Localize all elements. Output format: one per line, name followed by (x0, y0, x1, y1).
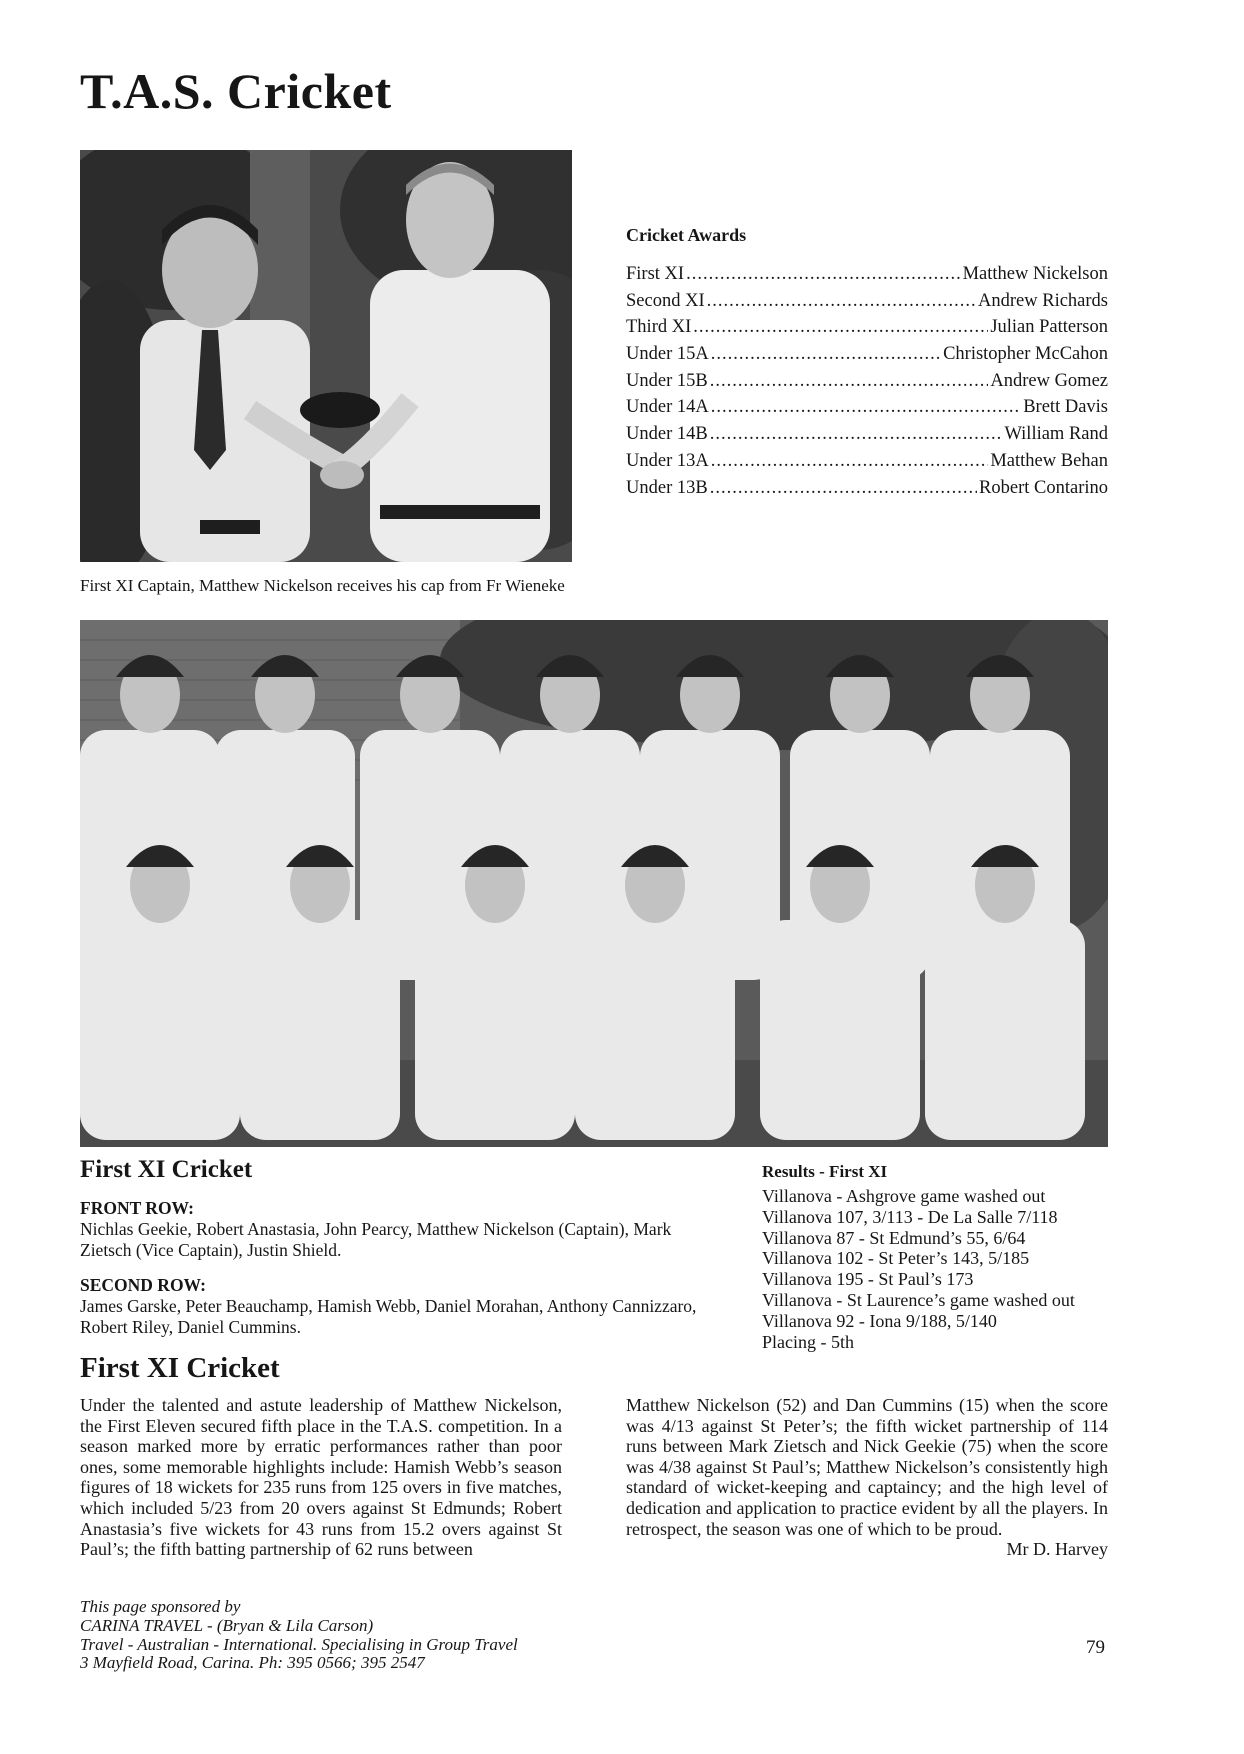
award-row (626, 317, 1108, 344)
award-row (626, 451, 1108, 478)
leader-dots (710, 371, 989, 392)
article-column-right (626, 1395, 1108, 1560)
award-row (626, 264, 1108, 291)
article-heading: First XI Cricket (80, 1352, 280, 1384)
team-photo (80, 620, 1108, 1147)
results-first-xi (762, 1162, 1122, 1352)
photo-caption: First XI Captain, Matthew Nickelson receives his cap from Fr Wieneke (80, 576, 565, 595)
award-recipient: Matthew Behan (990, 450, 1108, 471)
front-row-label: FRONT ROW: (80, 1198, 194, 1218)
award-row (626, 424, 1108, 451)
leader-dots (686, 264, 961, 285)
leader-dots (710, 478, 977, 499)
award-recipient: William Rand (1004, 424, 1108, 445)
result-line: Villanova 107, 3/113 - De La Salle 7/118 (762, 1206, 1058, 1227)
cricket-awards (626, 225, 1108, 504)
award-category: First XI (626, 264, 685, 284)
leader-dots (707, 291, 976, 312)
cap-presentation-photo (80, 150, 572, 562)
sponsor-line: Travel - Australian - International. Specialising in Group Travel (80, 1634, 518, 1654)
award-category: Under 13A (626, 450, 709, 471)
award-recipient: Andrew Richards (978, 290, 1108, 311)
award-recipient: Brett Davis (1023, 397, 1108, 418)
award-row (626, 344, 1108, 371)
result-line: Placing - 5th (762, 1331, 854, 1352)
sponsor-line: This page sponsored by (80, 1597, 241, 1616)
front-row-names: Nichlas Geekie, Robert Anastasia, John Pearcy, Matthew Nickelson (Captain), Mark Zietsch (Vice Captain), Justin Shield. (80, 1219, 672, 1260)
result-line: Villanova 92 - Iona 9/188, 5/140 (762, 1310, 997, 1331)
result-line: Villanova 87 - St Edmund’s 55, 6/64 (762, 1227, 1026, 1248)
result-line: Villanova 102 - St Peter’s 143, 5/185 (762, 1248, 1030, 1269)
second-row-label: SECOND ROW: (80, 1275, 206, 1295)
result-line: Villanova - Ashgrove game washed out (762, 1186, 1046, 1206)
article-column-left: Under the talented and astute leadership of Matthew Nickelson, the First Eleven secured fifth place in the T.A.S. competition. In a season marked more by erratic performances rather than poor ones, some memorable highlights include: Hamish Webb’s season figures of 18 wickets for 235 runs from 125 overs in five matches, which included 5/23 from 20 overs against St Edmunds; Robert Anastasia’s five wickets for 43 runs from 15.2 overs against St Paul’s; the fifth batting partnership of 62 runs between (80, 1395, 562, 1560)
award-category: Under 13B (626, 477, 708, 498)
second-row-names: James Garske, Peter Beauchamp, Hamish Webb, Daniel Morahan, Anthony Cannizzaro, Robert Riley, Daniel Cummins. (80, 1296, 697, 1337)
award-recipient: Christopher McCahon (943, 344, 1108, 365)
page-number: 79 (1086, 1637, 1105, 1658)
team-listing (80, 1156, 720, 1338)
article-author: Mr D. Harvey (1006, 1539, 1108, 1560)
leader-dots (711, 397, 1022, 418)
award-recipient: Andrew Gomez (990, 370, 1108, 391)
award-row (626, 478, 1108, 505)
award-recipient: Matthew Nickelson (962, 264, 1108, 284)
award-category: Under 14A (626, 397, 709, 418)
result-line: Villanova 195 - St Paul’s 173 (762, 1269, 974, 1290)
article-right-text: Matthew Nickelson (52) and Dan Cummins (15) when the score was 4/13 against St Peter’s; the fifth wicket partnership of 114 runs between Mark Zietsch and Nick Geekie (75) when the score was 4/38 against St Paul’s; Matthew Nickelson’s consistently high standard of wicket-keeping and captaincy; and the high level of dedication and application to practice evident by all the players. In retrospect, the season was one of which to be proud. (626, 1395, 1108, 1539)
leader-dots (711, 451, 989, 472)
award-recipient: Robert Contarino (979, 477, 1108, 498)
sponsor-line: 3 Mayfield Road, Carina. Ph: 395 0566; 395 2547 (80, 1653, 425, 1673)
sponsor-line: CARINA TRAVEL - (Bryan & Lila Carson) (80, 1615, 374, 1635)
result-line: Villanova - St Laurence’s game washed out (762, 1289, 1075, 1310)
award-recipient: Julian Patterson (990, 317, 1108, 338)
sponsor-notice (80, 1598, 518, 1673)
leader-dots (710, 424, 1003, 445)
leader-dots (693, 317, 988, 338)
award-row (626, 371, 1108, 398)
results-title: Results - First XI (762, 1162, 888, 1181)
award-row (626, 397, 1108, 424)
award-category: Under 14B (626, 424, 708, 445)
awards-title: Cricket Awards (626, 225, 747, 245)
award-category: Under 15B (626, 370, 708, 391)
award-category: Third XI (626, 317, 692, 338)
award-row (626, 291, 1108, 318)
award-category: Second XI (626, 290, 705, 311)
page-title: T.A.S. Cricket (80, 63, 392, 119)
leader-dots (711, 344, 941, 365)
team-heading: First XI Cricket (80, 1156, 253, 1183)
award-category: Under 15A (626, 344, 709, 365)
